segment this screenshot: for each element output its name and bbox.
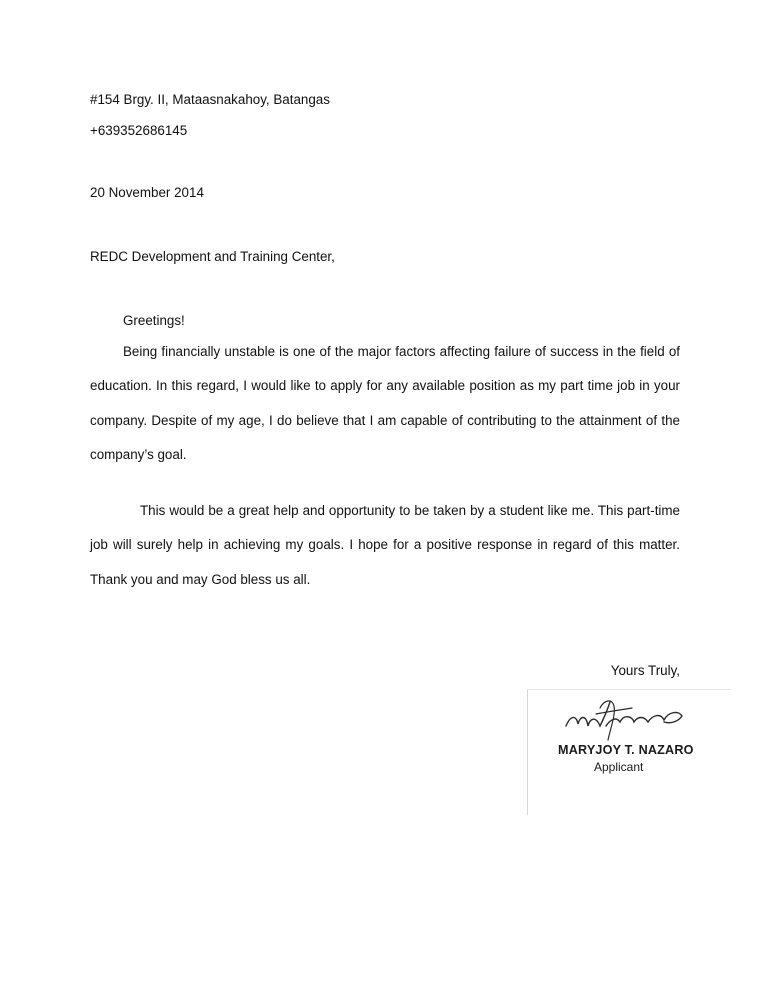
- sender-address: #154 Brgy. II, Mataasnakahoy, Batangas: [90, 92, 330, 107]
- sender-phone: +639352686145: [90, 123, 188, 138]
- closing: Yours Truly,: [610, 663, 680, 678]
- greeting: Greetings!: [123, 313, 185, 328]
- handwritten-signature: [560, 696, 692, 746]
- signatory-name: MARYJOY T. NAZARO: [558, 743, 694, 757]
- signatory-role: Applicant: [594, 760, 644, 774]
- recipient: REDC Development and Training Center,: [90, 249, 335, 264]
- body-paragraph-2: This would be a great help and opportunity to be taken by a student like me. This part-time job will surely help in achieving my goals. I hope for a positive response in regard of this matter. Thank you and may God bless us all.: [90, 503, 680, 587]
- letter-date: 20 November 2014: [90, 185, 204, 200]
- body-paragraph-1: Being financially unstable is one of the major factors affecting failure of success in the field of education. In this regard, I would like to apply for any available position as my part time job in your company. Despite of my age, I do believe that I am capable of contributing to the attainment of the company’s goal.: [90, 344, 680, 462]
- signature-block: [527, 689, 731, 815]
